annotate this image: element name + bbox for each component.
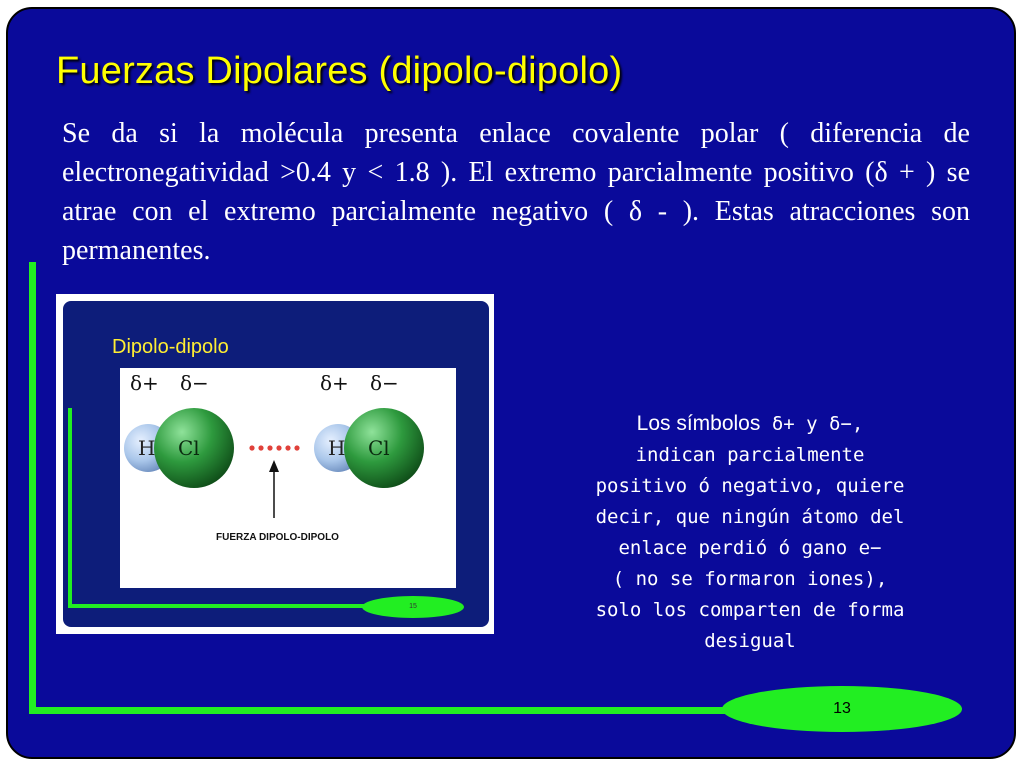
- delta-minus-label-right: δ−: [370, 371, 399, 395]
- hcl-dipole-svg: [120, 368, 456, 588]
- side-note-symbols: δ+ y δ−,: [771, 413, 864, 435]
- figure-decor-vertical-line: [68, 408, 72, 608]
- slide-paragraph: Se da si la molécula presenta enlace covalente polar ( diferencia de electronegatividad >0.4 y < 1.8 ). El extremo parcialmente positivo (δ + ) se atrae con el extremo parcialmente negativo ( δ - ). Estas atracciones son permanentes.: [62, 118, 970, 266]
- side-note-line-4: decir, que ningún átomo del: [595, 506, 905, 528]
- side-note-line-2: indican parcialmente: [635, 444, 865, 466]
- side-note-line-1: [566, 408, 934, 440]
- figure-decor-horizontal-line: [68, 604, 368, 608]
- hcl-dipole-diagram: [120, 368, 456, 588]
- force-arrow-head: [269, 460, 279, 472]
- side-note-line-8: desigual: [704, 630, 796, 652]
- figure-caption: Dipolo-dipolo: [112, 336, 229, 358]
- delta-minus-label-left: δ−: [180, 371, 209, 395]
- side-note-line-6: ( no se formaron iones),: [612, 568, 888, 590]
- page-number: 13: [833, 700, 851, 717]
- slide-title: Fuerzas Dipolares (dipolo-dipolo): [56, 50, 623, 92]
- chlorine-symbol-right: Cl: [368, 436, 390, 460]
- decor-horizontal-line: [29, 707, 729, 714]
- force-label: FUERZA DIPOLO-DIPOLO: [216, 532, 339, 543]
- figure-page-number: 15: [409, 603, 417, 610]
- side-note-lead: Los símbolos: [636, 412, 761, 435]
- side-note-line-3: positivo ó negativo, quiere: [595, 475, 905, 497]
- delta-plus-label-left: δ+: [130, 371, 159, 395]
- hydrogen-symbol-right: H: [328, 436, 346, 460]
- side-note-line-7: solo los comparten de forma: [595, 599, 905, 621]
- chlorine-symbol-left: Cl: [178, 436, 200, 460]
- side-note-line-5: enlace perdió ó gano e−: [618, 537, 882, 559]
- delta-plus-label-right: δ+: [320, 371, 349, 395]
- side-note: [566, 408, 934, 657]
- decor-vertical-line: [29, 262, 36, 714]
- hydrogen-symbol-left: H: [138, 436, 156, 460]
- dipole-attraction-dots: [249, 445, 299, 450]
